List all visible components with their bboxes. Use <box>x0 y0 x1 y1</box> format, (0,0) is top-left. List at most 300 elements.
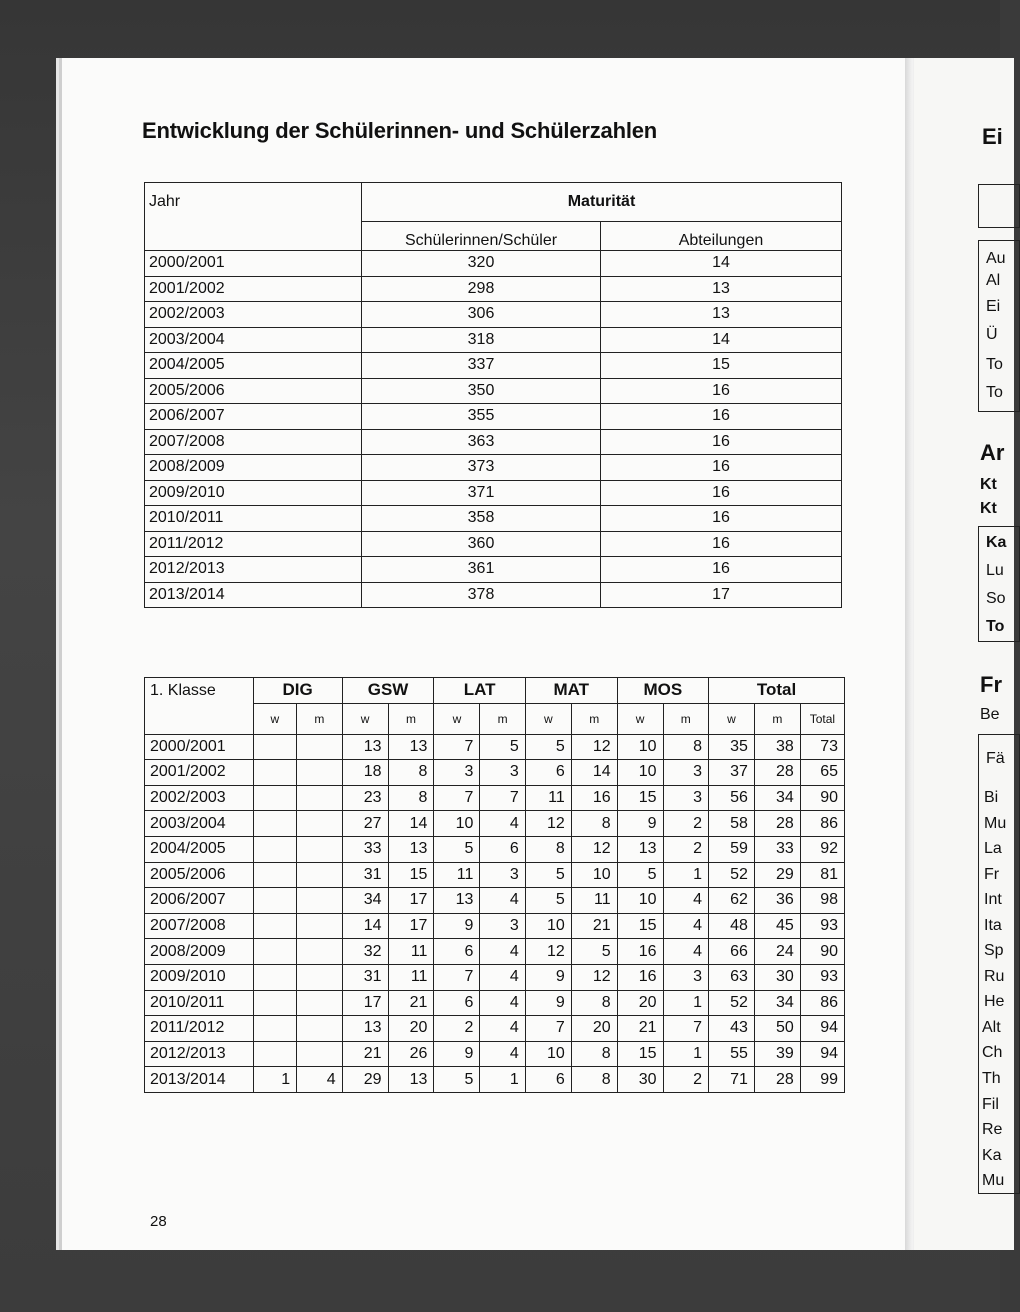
count-cell: 10 <box>571 862 617 888</box>
right-page-table-edge <box>978 240 1020 412</box>
count-cell: 31 <box>342 862 388 888</box>
count-cell: 18 <box>342 760 388 786</box>
right-page-fragment: So <box>986 590 1006 607</box>
count-cell <box>297 760 342 786</box>
table-row <box>145 1041 845 1067</box>
subheader-m: m <box>571 703 617 734</box>
year-cell: 2006/2007 <box>145 404 362 430</box>
count-cell: 7 <box>480 785 525 811</box>
count-cell: 59 <box>709 836 755 862</box>
count-cell: 5 <box>525 888 571 914</box>
count-cell <box>253 734 297 760</box>
subheader-w: w <box>434 703 480 734</box>
table-row <box>145 1067 845 1093</box>
count-cell: 34 <box>754 990 800 1016</box>
maturity-table <box>144 182 842 608</box>
students-cell: 371 <box>362 480 601 506</box>
count-cell: 17 <box>388 913 434 939</box>
students-cell: 360 <box>362 531 601 557</box>
count-cell: 6 <box>434 990 480 1016</box>
departments-cell: 16 <box>601 531 842 557</box>
departments-cell: 14 <box>601 327 842 353</box>
count-cell: 55 <box>709 1041 755 1067</box>
count-cell: 4 <box>480 1041 525 1067</box>
students-cell: 298 <box>362 276 601 302</box>
count-cell: 30 <box>617 1067 663 1093</box>
count-cell: 16 <box>617 964 663 990</box>
table-row <box>145 785 845 811</box>
count-cell: 10 <box>525 913 571 939</box>
count-cell: 7 <box>663 1016 708 1042</box>
count-cell: 8 <box>571 990 617 1016</box>
count-cell: 92 <box>800 836 844 862</box>
subheader-w: w <box>617 703 663 734</box>
year-cell: 2013/2014 <box>145 1067 254 1093</box>
table-row <box>145 429 842 455</box>
count-cell: 11 <box>525 785 571 811</box>
count-cell: 39 <box>754 1041 800 1067</box>
year-cell: 2005/2006 <box>145 862 254 888</box>
table-row <box>145 404 842 430</box>
count-cell: 13 <box>434 888 480 914</box>
year-cell: 2002/2003 <box>145 302 362 328</box>
count-cell: 26 <box>388 1041 434 1067</box>
count-cell: 4 <box>480 939 525 965</box>
count-cell: 13 <box>388 734 434 760</box>
right-page-fragment: Fr <box>984 866 1000 883</box>
year-cell: 2000/2001 <box>145 734 254 760</box>
count-cell: 4 <box>480 811 525 837</box>
count-cell: 65 <box>800 760 844 786</box>
count-cell <box>297 811 342 837</box>
count-cell <box>253 888 297 914</box>
year-cell: 2006/2007 <box>145 888 254 914</box>
count-cell: 12 <box>525 939 571 965</box>
col-group-lat: LAT <box>434 678 525 704</box>
table-row <box>145 990 845 1016</box>
table-row <box>145 480 842 506</box>
count-cell: 93 <box>800 964 844 990</box>
count-cell: 8 <box>388 785 434 811</box>
students-cell: 350 <box>362 378 601 404</box>
count-cell: 4 <box>480 1016 525 1042</box>
count-cell: 5 <box>434 836 480 862</box>
col-group-mat: MAT <box>525 678 617 704</box>
count-cell: 3 <box>480 862 525 888</box>
count-cell: 11 <box>388 964 434 990</box>
count-cell: 16 <box>571 785 617 811</box>
count-cell: 34 <box>342 888 388 914</box>
count-cell: 21 <box>571 913 617 939</box>
count-cell: 32 <box>342 939 388 965</box>
count-cell: 7 <box>434 785 480 811</box>
year-cell: 2003/2004 <box>145 811 254 837</box>
departments-cell: 16 <box>601 404 842 430</box>
count-cell: 21 <box>617 1016 663 1042</box>
table-group-header-row <box>145 678 845 704</box>
count-cell: 8 <box>663 734 708 760</box>
departments-cell: 16 <box>601 378 842 404</box>
count-cell <box>253 785 297 811</box>
table-header-row <box>145 183 842 222</box>
count-cell: 33 <box>342 836 388 862</box>
students-cell: 378 <box>362 582 601 608</box>
departments-cell: 16 <box>601 480 842 506</box>
count-cell <box>297 888 342 914</box>
count-cell: 62 <box>709 888 755 914</box>
year-cell: 2010/2011 <box>145 990 254 1016</box>
count-cell: 5 <box>525 734 571 760</box>
subheader-w: w <box>525 703 571 734</box>
count-cell: 24 <box>754 939 800 965</box>
subheader-w: w <box>253 703 297 734</box>
count-cell <box>253 1041 297 1067</box>
right-page-fragment: Re <box>982 1121 1003 1138</box>
count-cell: 31 <box>342 964 388 990</box>
right-page-fragment: La <box>984 840 1002 857</box>
count-cell: 14 <box>571 760 617 786</box>
count-cell <box>297 836 342 862</box>
count-cell: 3 <box>663 785 708 811</box>
count-cell: 20 <box>571 1016 617 1042</box>
count-cell: 3 <box>480 760 525 786</box>
count-cell: 4 <box>663 913 708 939</box>
count-cell: 7 <box>434 734 480 760</box>
count-cell: 10 <box>434 811 480 837</box>
right-page-fragment: Ei <box>982 124 1003 149</box>
subheader-total: Total <box>800 703 844 734</box>
count-cell: 13 <box>388 1067 434 1093</box>
right-page-fragment: Ka <box>986 534 1007 551</box>
year-cell: 2007/2008 <box>145 429 362 455</box>
count-cell: 4 <box>480 888 525 914</box>
subheader-w: w <box>709 703 755 734</box>
right-page-fragment: He <box>984 993 1005 1010</box>
subheader-w: w <box>342 703 388 734</box>
table-row <box>145 811 845 837</box>
table-row <box>145 582 842 608</box>
count-cell: 20 <box>388 1016 434 1042</box>
count-cell: 3 <box>663 760 708 786</box>
count-cell: 21 <box>388 990 434 1016</box>
count-cell <box>253 862 297 888</box>
count-cell: 4 <box>480 964 525 990</box>
count-cell: 63 <box>709 964 755 990</box>
col-group-total: Total <box>709 678 845 704</box>
count-cell: 35 <box>709 734 755 760</box>
count-cell: 11 <box>388 939 434 965</box>
departments-cell: 16 <box>601 506 842 532</box>
right-page-table-edge <box>978 526 1020 642</box>
count-cell <box>253 964 297 990</box>
count-cell: 13 <box>617 836 663 862</box>
count-cell: 12 <box>525 811 571 837</box>
count-cell: 86 <box>800 990 844 1016</box>
right-page-fragment: To <box>986 384 1003 401</box>
right-page-fragment: Alt <box>982 1019 1001 1036</box>
count-cell: 34 <box>754 785 800 811</box>
count-cell: 29 <box>754 862 800 888</box>
count-cell: 6 <box>434 939 480 965</box>
count-cell: 16 <box>617 939 663 965</box>
table-row <box>145 913 845 939</box>
count-cell: 10 <box>617 888 663 914</box>
year-cell: 2008/2009 <box>145 939 254 965</box>
table-row <box>145 327 842 353</box>
year-cell: 2009/2010 <box>145 480 362 506</box>
count-cell: 1 <box>663 862 708 888</box>
count-cell: 4 <box>663 888 708 914</box>
count-cell: 8 <box>388 760 434 786</box>
count-cell: 73 <box>800 734 844 760</box>
table-row <box>145 939 845 965</box>
table-row <box>145 964 845 990</box>
count-cell: 71 <box>709 1067 755 1093</box>
page-title: Entwicklung der Schülerinnen- und Schülerzahlen <box>142 118 658 143</box>
count-cell <box>253 913 297 939</box>
count-cell: 12 <box>571 964 617 990</box>
count-cell: 37 <box>709 760 755 786</box>
students-cell: 337 <box>362 353 601 379</box>
count-cell: 7 <box>525 1016 571 1042</box>
year-cell: 2013/2014 <box>145 582 362 608</box>
count-cell: 4 <box>663 939 708 965</box>
count-cell: 90 <box>800 939 844 965</box>
table-row <box>145 353 842 379</box>
students-cell: 358 <box>362 506 601 532</box>
subheader-m: m <box>754 703 800 734</box>
count-cell: 56 <box>709 785 755 811</box>
count-cell: 38 <box>754 734 800 760</box>
count-cell <box>253 760 297 786</box>
count-cell: 10 <box>617 734 663 760</box>
year-cell: 2008/2009 <box>145 455 362 481</box>
count-cell <box>253 990 297 1016</box>
count-cell <box>297 734 342 760</box>
count-cell: 5 <box>480 734 525 760</box>
right-page-fragment: Ita <box>984 917 1002 934</box>
count-cell: 99 <box>800 1067 844 1093</box>
year-cell: 2009/2010 <box>145 964 254 990</box>
year-cell: 2001/2002 <box>145 276 362 302</box>
right-page-fragment: To <box>986 618 1005 635</box>
departments-cell: 16 <box>601 557 842 583</box>
table-row <box>145 378 842 404</box>
count-cell: 8 <box>571 1041 617 1067</box>
count-cell <box>297 1041 342 1067</box>
table-row <box>145 531 842 557</box>
table-row <box>145 836 845 862</box>
count-cell: 2 <box>663 1067 708 1093</box>
table-row <box>145 251 842 277</box>
count-cell: 27 <box>342 811 388 837</box>
students-cell: 318 <box>362 327 601 353</box>
subheader-m: m <box>297 703 342 734</box>
right-page-fragment: Mu <box>982 1172 1005 1189</box>
count-cell: 45 <box>754 913 800 939</box>
table-row <box>145 455 842 481</box>
right-page-fragment: Th <box>982 1070 1001 1087</box>
subheader-m: m <box>480 703 525 734</box>
count-cell: 3 <box>663 964 708 990</box>
students-cell: 355 <box>362 404 601 430</box>
col-group-gsw: GSW <box>342 678 434 704</box>
right-page-fragment: Be <box>980 706 1000 723</box>
year-cell: 2012/2013 <box>145 557 362 583</box>
count-cell: 9 <box>525 990 571 1016</box>
count-cell: 9 <box>434 913 480 939</box>
count-cell <box>253 939 297 965</box>
departments-cell: 14 <box>601 251 842 277</box>
count-cell: 8 <box>571 1067 617 1093</box>
year-cell: 2007/2008 <box>145 913 254 939</box>
count-cell: 9 <box>525 964 571 990</box>
count-cell: 13 <box>342 734 388 760</box>
count-cell: 28 <box>754 1067 800 1093</box>
students-cell: 373 <box>362 455 601 481</box>
col-header-students: Schülerinnen/Schüler <box>362 222 601 251</box>
count-cell: 93 <box>800 913 844 939</box>
year-cell: 2000/2001 <box>145 251 362 277</box>
right-page-fragment: Fil <box>982 1096 999 1113</box>
right-page-fragment: Kt <box>980 476 997 493</box>
right-page-fragment: Kt <box>980 500 997 517</box>
count-cell: 81 <box>800 862 844 888</box>
count-cell: 8 <box>571 811 617 837</box>
table-row <box>145 862 845 888</box>
count-cell: 52 <box>709 990 755 1016</box>
table-row <box>145 506 842 532</box>
right-page-fragment: Au <box>986 250 1006 267</box>
count-cell: 15 <box>617 785 663 811</box>
page-number: 28 <box>150 1213 167 1230</box>
departments-cell: 17 <box>601 582 842 608</box>
right-page-fragment: Ü <box>986 326 998 343</box>
right-page-fragment: Mu <box>984 815 1007 832</box>
right-page-table-edge <box>978 734 1020 1194</box>
table-row <box>145 1016 845 1042</box>
right-page-fragment: Lu <box>986 562 1004 579</box>
subheader-m: m <box>388 703 434 734</box>
count-cell: 28 <box>754 760 800 786</box>
count-cell: 20 <box>617 990 663 1016</box>
right-page-fragment: Int <box>984 891 1002 908</box>
col-group-mos: MOS <box>617 678 708 704</box>
year-cell: 2002/2003 <box>145 785 254 811</box>
right-page-fragment: Fr <box>980 672 1002 697</box>
count-cell: 17 <box>342 990 388 1016</box>
count-cell: 9 <box>617 811 663 837</box>
count-cell: 66 <box>709 939 755 965</box>
count-cell: 1 <box>480 1067 525 1093</box>
table-row <box>145 302 842 328</box>
year-cell: 2010/2011 <box>145 506 362 532</box>
count-cell: 11 <box>571 888 617 914</box>
count-cell: 29 <box>342 1067 388 1093</box>
year-cell: 2005/2006 <box>145 378 362 404</box>
right-page-fragment: Ei <box>986 298 1001 315</box>
count-cell: 33 <box>754 836 800 862</box>
right-page-table-edge <box>978 184 1020 228</box>
year-cell: 2004/2005 <box>145 353 362 379</box>
first-class-table <box>144 677 845 1093</box>
year-cell: 2011/2012 <box>145 531 362 557</box>
count-cell <box>253 811 297 837</box>
count-cell: 52 <box>709 862 755 888</box>
right-page-fragment: Fä <box>986 750 1005 767</box>
count-cell: 7 <box>434 964 480 990</box>
count-cell: 14 <box>388 811 434 837</box>
count-cell <box>297 862 342 888</box>
count-cell: 48 <box>709 913 755 939</box>
count-cell: 3 <box>480 913 525 939</box>
count-cell: 2 <box>434 1016 480 1042</box>
count-cell: 11 <box>434 862 480 888</box>
count-cell: 6 <box>480 836 525 862</box>
table-row <box>145 888 845 914</box>
right-page-fragment: Ru <box>984 968 1005 985</box>
count-cell <box>297 913 342 939</box>
departments-cell: 13 <box>601 302 842 328</box>
departments-cell: 15 <box>601 353 842 379</box>
col-header-first-class: 1. Klasse <box>145 678 254 735</box>
students-cell: 361 <box>362 557 601 583</box>
count-cell <box>297 939 342 965</box>
col-group-maturity: Maturität <box>362 183 842 222</box>
count-cell: 94 <box>800 1041 844 1067</box>
right-page-fragment: Al <box>986 272 1001 289</box>
count-cell: 6 <box>525 760 571 786</box>
year-cell: 2011/2012 <box>145 1016 254 1042</box>
table-row <box>145 760 845 786</box>
count-cell: 30 <box>754 964 800 990</box>
count-cell: 36 <box>754 888 800 914</box>
count-cell <box>253 1016 297 1042</box>
count-cell: 10 <box>617 760 663 786</box>
count-cell: 15 <box>617 1041 663 1067</box>
count-cell: 50 <box>754 1016 800 1042</box>
count-cell: 1 <box>663 990 708 1016</box>
students-cell: 306 <box>362 302 601 328</box>
count-cell: 5 <box>525 862 571 888</box>
students-cell: 320 <box>362 251 601 277</box>
count-cell <box>253 836 297 862</box>
count-cell: 86 <box>800 811 844 837</box>
count-cell: 6 <box>525 1067 571 1093</box>
count-cell: 13 <box>342 1016 388 1042</box>
year-cell: 2001/2002 <box>145 760 254 786</box>
count-cell <box>297 785 342 811</box>
count-cell: 98 <box>800 888 844 914</box>
count-cell: 43 <box>709 1016 755 1042</box>
subheader-m: m <box>663 703 708 734</box>
count-cell: 5 <box>571 939 617 965</box>
count-cell: 15 <box>617 913 663 939</box>
count-cell: 2 <box>663 811 708 837</box>
count-cell: 21 <box>342 1041 388 1067</box>
count-cell: 90 <box>800 785 844 811</box>
count-cell: 1 <box>663 1041 708 1067</box>
year-cell: 2003/2004 <box>145 327 362 353</box>
departments-cell: 16 <box>601 429 842 455</box>
right-page-fragment: To <box>986 356 1003 373</box>
count-cell: 10 <box>525 1041 571 1067</box>
count-cell: 12 <box>571 734 617 760</box>
col-header-departments: Abteilungen <box>601 222 842 251</box>
count-cell: 28 <box>754 811 800 837</box>
table-row <box>145 557 842 583</box>
year-cell: 2012/2013 <box>145 1041 254 1067</box>
